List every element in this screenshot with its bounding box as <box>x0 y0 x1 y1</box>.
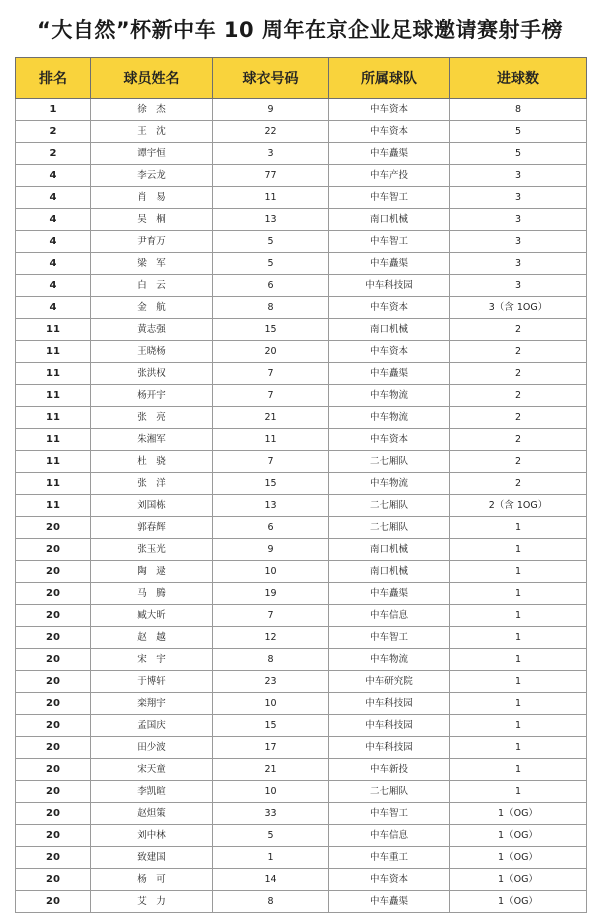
team-cell: 中车物流 <box>329 407 450 429</box>
rank-cell: 2 <box>16 143 91 165</box>
jersey-number-cell: 15 <box>213 715 329 737</box>
team-cell: 中车重工 <box>329 847 450 869</box>
table-row <box>16 869 587 891</box>
team-cell: 中车物流 <box>329 473 450 495</box>
team-cell: 二七厢队 <box>329 781 450 803</box>
team-cell: 中车科技园 <box>329 737 450 759</box>
header-team: 所属球队 <box>329 58 450 99</box>
jersey-number-cell: 5 <box>213 825 329 847</box>
goals-cell: 1 <box>450 759 587 781</box>
rank-cell: 20 <box>16 671 91 693</box>
jersey-number-cell: 7 <box>213 363 329 385</box>
goals-cell: 3 <box>450 275 587 297</box>
goals-cell: 2 <box>450 385 587 407</box>
rank-cell: 4 <box>16 275 91 297</box>
table-row <box>16 165 587 187</box>
goals-cell: 1（OG） <box>450 847 587 869</box>
rank-cell: 20 <box>16 605 91 627</box>
goals-cell: 1 <box>450 715 587 737</box>
rank-cell: 11 <box>16 341 91 363</box>
table-row <box>16 187 587 209</box>
jersey-number-cell: 33 <box>213 803 329 825</box>
jersey-number-cell: 20 <box>213 341 329 363</box>
team-cell: 中车信息 <box>329 605 450 627</box>
rank-cell: 20 <box>16 891 91 913</box>
team-cell: 中车矗渠 <box>329 253 450 275</box>
player-name-cell: 陶 逯 <box>91 561 213 583</box>
player-name-cell: 栾翔宇 <box>91 693 213 715</box>
rank-cell: 4 <box>16 209 91 231</box>
table-row <box>16 341 587 363</box>
team-cell: 中车资本 <box>329 429 450 451</box>
player-name-cell: 李凯暄 <box>91 781 213 803</box>
rank-cell: 20 <box>16 517 91 539</box>
player-name-cell: 白 云 <box>91 275 213 297</box>
rank-cell: 11 <box>16 385 91 407</box>
team-cell: 南口机械 <box>329 539 450 561</box>
player-name-cell: 李云龙 <box>91 165 213 187</box>
rank-cell: 20 <box>16 715 91 737</box>
jersey-number-cell: 10 <box>213 561 329 583</box>
table-row <box>16 539 587 561</box>
goals-cell: 1 <box>450 561 587 583</box>
goals-cell: 1 <box>450 583 587 605</box>
jersey-number-cell: 10 <box>213 781 329 803</box>
rank-cell: 4 <box>16 253 91 275</box>
jersey-number-cell: 13 <box>213 495 329 517</box>
player-name-cell: 杨 可 <box>91 869 213 891</box>
table-row <box>16 363 587 385</box>
rank-cell: 4 <box>16 297 91 319</box>
table-row <box>16 693 587 715</box>
table-row <box>16 737 587 759</box>
player-name-cell: 臧大昕 <box>91 605 213 627</box>
jersey-number-cell: 77 <box>213 165 329 187</box>
team-cell: 二七厢队 <box>329 451 450 473</box>
rank-cell: 20 <box>16 737 91 759</box>
table-row <box>16 803 587 825</box>
player-name-cell: 王晓杨 <box>91 341 213 363</box>
rank-cell: 11 <box>16 451 91 473</box>
goals-cell: 3 <box>450 165 587 187</box>
table-row <box>16 451 587 473</box>
jersey-number-cell: 1 <box>213 847 329 869</box>
goals-cell: 2 <box>450 429 587 451</box>
team-cell: 中车矗渠 <box>329 143 450 165</box>
rank-cell: 4 <box>16 187 91 209</box>
goals-cell: 2 <box>450 473 587 495</box>
goals-cell: 2 <box>450 451 587 473</box>
jersey-number-cell: 21 <box>213 407 329 429</box>
player-name-cell: 梁 军 <box>91 253 213 275</box>
jersey-number-cell: 21 <box>213 759 329 781</box>
player-name-cell: 郭春辉 <box>91 517 213 539</box>
player-name-cell: 刘中林 <box>91 825 213 847</box>
team-cell: 中车资本 <box>329 341 450 363</box>
table-row <box>16 715 587 737</box>
player-name-cell: 刘国栋 <box>91 495 213 517</box>
player-name-cell: 朱湘军 <box>91 429 213 451</box>
jersey-number-cell: 11 <box>213 429 329 451</box>
table-row <box>16 121 587 143</box>
jersey-number-cell: 6 <box>213 275 329 297</box>
jersey-number-cell: 9 <box>213 99 329 121</box>
table-row <box>16 759 587 781</box>
goals-cell: 3 <box>450 231 587 253</box>
goals-cell: 5 <box>450 143 587 165</box>
player-name-cell: 杨开宇 <box>91 385 213 407</box>
table-body <box>16 99 587 913</box>
team-cell: 中车资本 <box>329 99 450 121</box>
team-cell: 二七厢队 <box>329 517 450 539</box>
team-cell: 中车矗渠 <box>329 363 450 385</box>
rank-cell: 20 <box>16 781 91 803</box>
table-row <box>16 671 587 693</box>
rank-cell: 20 <box>16 759 91 781</box>
jersey-number-cell: 19 <box>213 583 329 605</box>
team-cell: 二七厢队 <box>329 495 450 517</box>
team-cell: 中车信息 <box>329 825 450 847</box>
player-name-cell: 于博轩 <box>91 671 213 693</box>
jersey-number-cell: 7 <box>213 385 329 407</box>
goals-cell: 2 <box>450 341 587 363</box>
rank-cell: 11 <box>16 473 91 495</box>
jersey-number-cell: 8 <box>213 891 329 913</box>
goals-cell: 3 <box>450 209 587 231</box>
jersey-number-cell: 17 <box>213 737 329 759</box>
player-name-cell: 吴 桐 <box>91 209 213 231</box>
rank-cell: 11 <box>16 407 91 429</box>
jersey-number-cell: 10 <box>213 693 329 715</box>
player-name-cell: 肖 易 <box>91 187 213 209</box>
jersey-number-cell: 15 <box>213 319 329 341</box>
header-jersey-number: 球衣号码 <box>213 58 329 99</box>
player-name-cell: 张 洋 <box>91 473 213 495</box>
table-row <box>16 319 587 341</box>
table-row <box>16 385 587 407</box>
header-goals: 进球数 <box>450 58 587 99</box>
rank-cell: 4 <box>16 165 91 187</box>
goals-cell: 1 <box>450 517 587 539</box>
player-name-cell: 谭宇恒 <box>91 143 213 165</box>
player-name-cell: 赵 越 <box>91 627 213 649</box>
rank-cell: 1 <box>16 99 91 121</box>
rank-cell: 20 <box>16 539 91 561</box>
rank-cell: 4 <box>16 231 91 253</box>
rank-cell: 11 <box>16 429 91 451</box>
rank-cell: 20 <box>16 693 91 715</box>
goals-cell: 2 <box>450 363 587 385</box>
table-row <box>16 605 587 627</box>
team-cell: 中车智工 <box>329 187 450 209</box>
team-cell: 中车矗渠 <box>329 583 450 605</box>
goals-cell: 1（OG） <box>450 825 587 847</box>
jersey-number-cell: 5 <box>213 253 329 275</box>
team-cell: 南口机械 <box>329 561 450 583</box>
team-cell: 中车科技园 <box>329 275 450 297</box>
goals-cell: 1 <box>450 539 587 561</box>
jersey-number-cell: 9 <box>213 539 329 561</box>
jersey-number-cell: 7 <box>213 451 329 473</box>
table-header-row <box>16 58 587 99</box>
team-cell: 中车科技园 <box>329 693 450 715</box>
jersey-number-cell: 11 <box>213 187 329 209</box>
rank-cell: 20 <box>16 649 91 671</box>
header-player-name: 球员姓名 <box>91 58 213 99</box>
table-row <box>16 99 587 121</box>
goals-cell: 1 <box>450 737 587 759</box>
goals-cell: 1（OG） <box>450 869 587 891</box>
table-row <box>16 583 587 605</box>
team-cell: 南口机械 <box>329 209 450 231</box>
table-row <box>16 275 587 297</box>
table-row <box>16 209 587 231</box>
goals-cell: 1（OG） <box>450 803 587 825</box>
table-row <box>16 561 587 583</box>
jersey-number-cell: 8 <box>213 297 329 319</box>
player-name-cell: 张 亮 <box>91 407 213 429</box>
goals-cell: 2 <box>450 319 587 341</box>
rank-cell: 20 <box>16 847 91 869</box>
team-cell: 中车资本 <box>329 121 450 143</box>
table-row <box>16 847 587 869</box>
jersey-number-cell: 13 <box>213 209 329 231</box>
table-row <box>16 253 587 275</box>
table-row <box>16 781 587 803</box>
team-cell: 中车资本 <box>329 869 450 891</box>
table-row <box>16 429 587 451</box>
table-row <box>16 407 587 429</box>
player-name-cell: 王 沈 <box>91 121 213 143</box>
goals-cell: 1 <box>450 693 587 715</box>
goals-cell: 1 <box>450 627 587 649</box>
team-cell: 中车智工 <box>329 231 450 253</box>
team-cell: 中车智工 <box>329 627 450 649</box>
team-cell: 中车物流 <box>329 385 450 407</box>
jersey-number-cell: 6 <box>213 517 329 539</box>
table-row <box>16 297 587 319</box>
table-row <box>16 825 587 847</box>
scorer-table <box>15 57 587 913</box>
rank-cell: 20 <box>16 869 91 891</box>
jersey-number-cell: 8 <box>213 649 329 671</box>
player-name-cell: 张洪权 <box>91 363 213 385</box>
rank-cell: 11 <box>16 495 91 517</box>
player-name-cell: 黄志强 <box>91 319 213 341</box>
header-rank: 排名 <box>16 58 91 99</box>
goals-cell: 5 <box>450 121 587 143</box>
player-name-cell: 金 航 <box>91 297 213 319</box>
goals-cell: 2 <box>450 407 587 429</box>
team-cell: 中车资本 <box>329 297 450 319</box>
team-cell: 中车矗渠 <box>329 891 450 913</box>
table-row <box>16 473 587 495</box>
rank-cell: 20 <box>16 583 91 605</box>
jersey-number-cell: 14 <box>213 869 329 891</box>
jersey-number-cell: 15 <box>213 473 329 495</box>
table-row <box>16 891 587 913</box>
player-name-cell: 马 腾 <box>91 583 213 605</box>
table-row <box>16 495 587 517</box>
jersey-number-cell: 7 <box>213 605 329 627</box>
team-cell: 中车物流 <box>329 649 450 671</box>
page-title: “大自然”杯新中车 10 周年在京企业足球邀请赛射手榜 <box>37 18 563 42</box>
goals-cell: 2（含 1OG） <box>450 495 587 517</box>
rank-cell: 20 <box>16 627 91 649</box>
team-cell: 中车智工 <box>329 803 450 825</box>
team-cell: 中车新投 <box>329 759 450 781</box>
player-name-cell: 杜 骁 <box>91 451 213 473</box>
goals-cell: 3（含 1OG） <box>450 297 587 319</box>
table-row <box>16 627 587 649</box>
jersey-number-cell: 23 <box>213 671 329 693</box>
jersey-number-cell: 12 <box>213 627 329 649</box>
jersey-number-cell: 5 <box>213 231 329 253</box>
goals-cell: 1 <box>450 605 587 627</box>
player-name-cell: 赵炟策 <box>91 803 213 825</box>
goals-cell: 1 <box>450 649 587 671</box>
jersey-number-cell: 22 <box>213 121 329 143</box>
goals-cell: 3 <box>450 187 587 209</box>
table-row <box>16 231 587 253</box>
jersey-number-cell: 3 <box>213 143 329 165</box>
goals-cell: 1（OG） <box>450 891 587 913</box>
rank-cell: 11 <box>16 319 91 341</box>
rank-cell: 20 <box>16 561 91 583</box>
player-name-cell: 张玉光 <box>91 539 213 561</box>
table-row <box>16 649 587 671</box>
table-row <box>16 143 587 165</box>
table-row <box>16 517 587 539</box>
team-cell: 中车科技园 <box>329 715 450 737</box>
player-name-cell: 致建国 <box>91 847 213 869</box>
team-cell: 中车研究院 <box>329 671 450 693</box>
team-cell: 中车产投 <box>329 165 450 187</box>
player-name-cell: 宋天童 <box>91 759 213 781</box>
rank-cell: 20 <box>16 825 91 847</box>
rank-cell: 11 <box>16 363 91 385</box>
player-name-cell: 徐 杰 <box>91 99 213 121</box>
player-name-cell: 田少波 <box>91 737 213 759</box>
rank-cell: 20 <box>16 803 91 825</box>
goals-cell: 1 <box>450 781 587 803</box>
team-cell: 南口机械 <box>329 319 450 341</box>
player-name-cell: 宋 宇 <box>91 649 213 671</box>
goals-cell: 8 <box>450 99 587 121</box>
player-name-cell: 艾 力 <box>91 891 213 913</box>
player-name-cell: 尹育万 <box>91 231 213 253</box>
goals-cell: 1 <box>450 671 587 693</box>
rank-cell: 2 <box>16 121 91 143</box>
player-name-cell: 孟国庆 <box>91 715 213 737</box>
goals-cell: 3 <box>450 253 587 275</box>
